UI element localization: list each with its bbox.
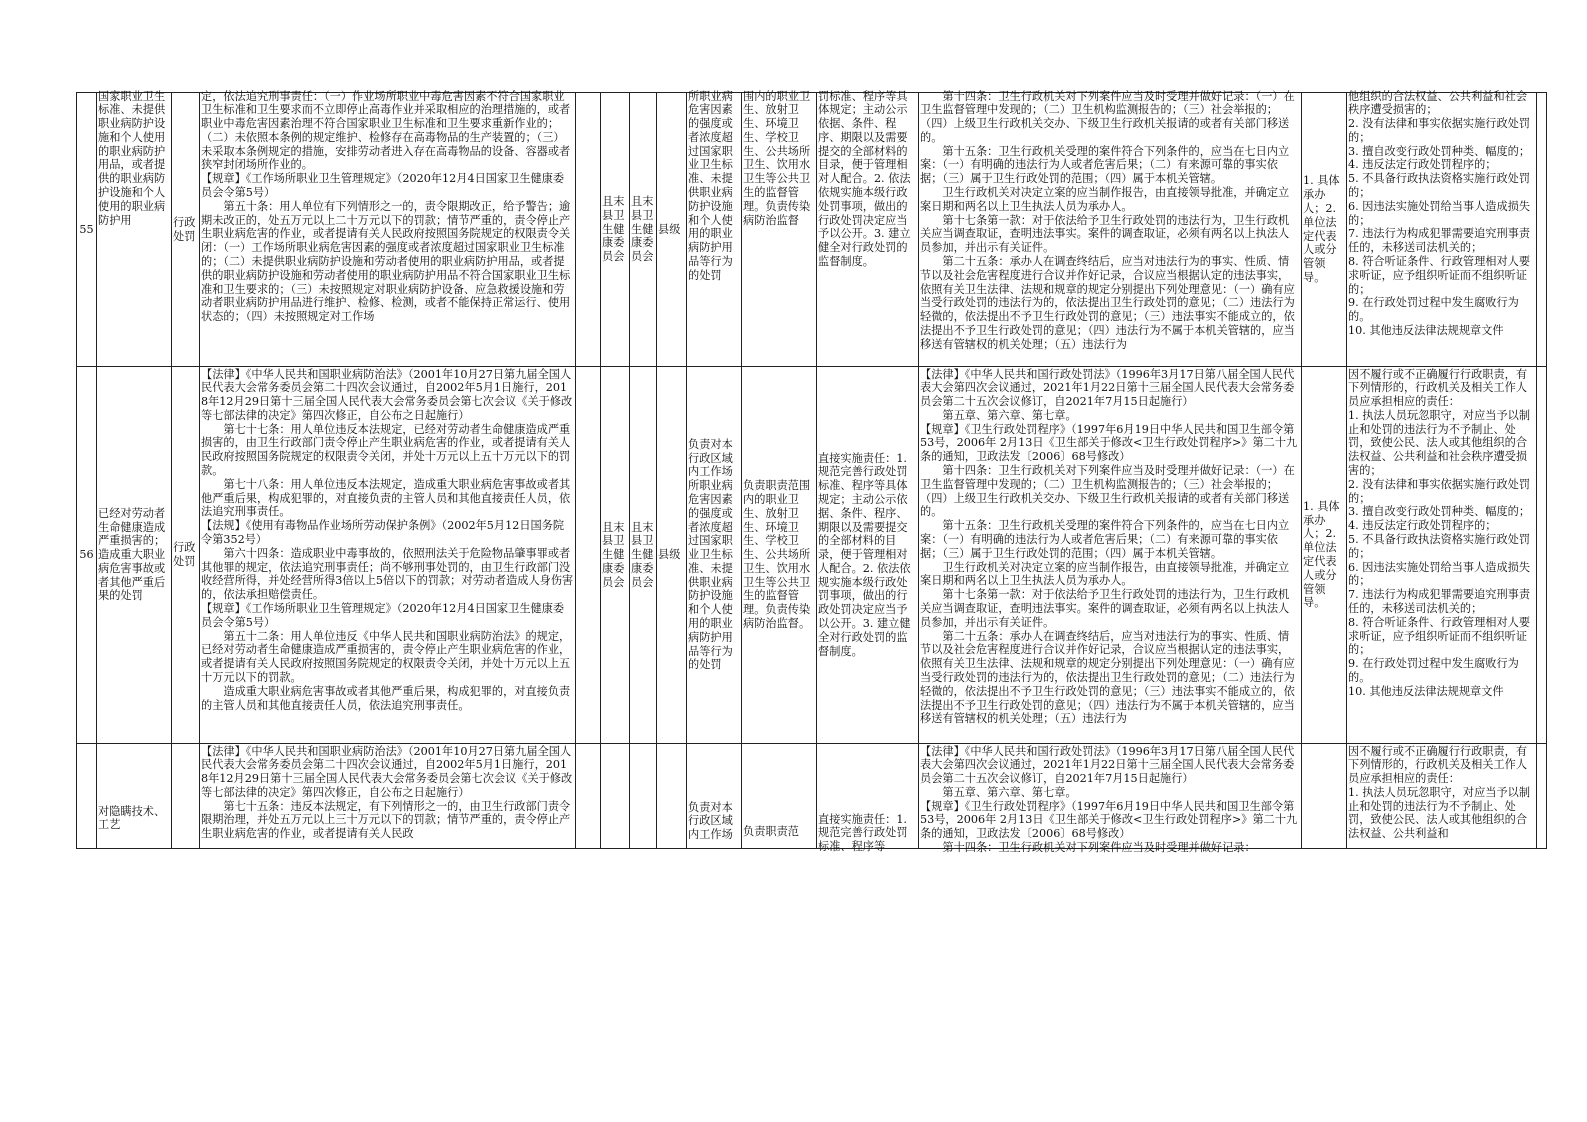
implementation-cell <box>817 744 919 854</box>
table-row <box>77 744 1547 849</box>
procedure-paragraph: 第十四条：卫生行政机关对下列案件应当及时受理并做好记录： <box>942 841 1256 855</box>
procedure-cell <box>919 367 1302 744</box>
procedure-paragraph: 第二十五条：承办人在调查终结后，应当对违法行为的事实、性质、情节以及社会危害程度进行合议并作好记录，合议应当根据认定的违法事实，依照有关卫生法律、法规和规章的规定分别提出下列处理意见：（一）确有应当受行政处罚的违法行为的，依法提出卫生行政处罚的意见；（二）违法行为轻微的，依法提出不予卫生行政处罚的意见；（三）违法事实不能成立的，依法提出不予卫生行政处罚的意见；（四）违法行为不属于本机关管辖的，应当移送有管辖权的机关处理；（五）违法行为 <box>920 629 1295 726</box>
level: 县级 <box>657 367 687 744</box>
fault-item: 6. 因违法实施处罚给当事人造成损失的； <box>1348 199 1531 227</box>
legal-basis-cell <box>200 89 576 367</box>
procedure-paragraph: 【法律】《中华人民共和国行政处罚法》（1996年3月17日第八届全国人民代表大会第四次会议通过，2021年1月22日第十三届全国人民代表大会常务委员会第二十五次会议修订，自2021年7月15日起施行） <box>920 744 1295 786</box>
fault-item: 2. 没有法律和事实依据实施行政处罚的； <box>1348 117 1531 144</box>
basis-paragraph: 造成重大职业病危害事故或者其他严重后果，构成犯罪的，对直接负责的主管人员和其他直接责任人员，依法追究刑事责任。 <box>201 684 571 712</box>
procedure-paragraph: 第二十五条：承办人在调查终结后，应当对违法行为的事实、性质、情节以及社会危害程度进行合议并作好记录，合议应当根据认定的违法事实，依照有关卫生法律、法规和规章的规定分别提出下列处理意见：（一）确有应当受行政处罚的违法行为的，依法提出卫生行政处罚的意见；（二）违法行为轻微的，依法提出不予卫生行政处罚的意见；（三）违法事实不能成立的，依法提出不予卫生行政处罚的意见；（四）违法行为不属于本机关管辖的，应当移送有管辖权的机关处理；（五）违法行为 <box>920 255 1295 351</box>
row-number: 55 <box>77 93 97 367</box>
spacer-cell <box>576 367 601 744</box>
procedure-cell <box>919 89 1302 367</box>
scope-text: 负责职责范 <box>743 824 799 838</box>
item-name: 已经对劳动者生命健康造成严重损害的；造成重大职业病危害事故或者其他严重后果的处罚 <box>97 367 172 744</box>
fault-item: 因不履行或不正确履行行政职责，有下列情形的，行政机关及相关工作人员应承担相应的责任： <box>1348 744 1528 786</box>
responsible-person <box>1302 744 1347 849</box>
department: 且末县卫生健康委员会 <box>601 93 630 367</box>
fault-item: 因不履行或不正确履行行政职责，有下列情形的，行政机关及相关工作人员应承担相应的责任： <box>1348 367 1528 409</box>
spacer-cell <box>1537 744 1547 849</box>
legal-basis-cell <box>200 744 576 849</box>
responsible-person: 1. 具体承办人；2. 单位法定代表人或分管领导。 <box>1302 367 1347 744</box>
fault-item: 5. 不具备行政执法资格实施行政处罚的； <box>1348 533 1531 560</box>
fault-item: 他组织的合法权益、公共利益和社会秩序遭受损害的； <box>1348 89 1528 117</box>
procedure-paragraph: 第十五条：卫生行政机关受理的案件符合下列条件的，应当在七日内立案：（一）有明确的违法行为人或者危害后果；（二）有来源可靠的事实依据；（三）属于卫生行政处罚的范围；（四）属于本机关管辖。 <box>920 519 1290 560</box>
fault-item: 6. 因违法实施处罚给当事人造成损失的； <box>1348 560 1531 588</box>
department <box>601 744 630 849</box>
department-2: 且末县卫生健康委员会 <box>630 367 657 744</box>
row-number <box>77 744 97 849</box>
implementation-text: 罚标准、程序等具体规定；主动公示依据、条件、程序、期限以及需要提交的全部材料的目录，便于管理相对人配合。2. 依法依规实施本级行政处罚事项，做出的行政处罚决定应当予以公开。3. 建立健全对行政处罚的监督制度。 <box>818 89 911 269</box>
basis-paragraph: 【法律】《中华人民共和国职业病防治法》（2001年10月27日第九届全国人民代表大会常务委员会第二十四次会议通过，自2002年5月1日施行，2018年12月29日第十三届全国人民代表大会常务委员会第七次会议《关于修改等七部法律的决定》第四次修正，自公布之日起施行） <box>201 744 573 799</box>
implementation-cell <box>817 89 919 367</box>
fault-item: 10. 其他违反法律法规规章文件 <box>1348 684 1504 698</box>
basis-paragraph: 【法律】《中华人民共和国职业病防治法》（2001年10月27日第九届全国人民代表大会常务委员会第二十四次会议通过，自2002年5月1日施行，2018年12月29日第十三届全国人民代表大会常务委员会第七次会议《关于修改等七部法律的决定》第四次修正，自公布之日起施行） <box>201 367 573 422</box>
fault-item: 9. 在行政处罚过程中发生腐败行为的。 <box>1348 657 1519 685</box>
item-name: 对隐瞒技术、工艺 <box>98 804 166 832</box>
scope-text: 负责职责范围内的职业卫生、放射卫生、环境卫生、学校卫生、公共场所卫生、饮用水卫生等公共卫生的监督管理。负责传染病防治监督。 <box>742 367 817 744</box>
duty-text: 所职业病危害因素的强度或者浓度超过国家职业卫生标准、未提供职业病防护设施和个人使用的职业病防护用品等行为的处罚 <box>688 89 733 282</box>
spacer-cell <box>576 744 601 849</box>
fault-item: 2. 没有法律和事实依据实施行政处罚的； <box>1348 477 1531 505</box>
fault-item: 1. 执法人员玩忽职守，对应当予以制止和处罚的违法行为不予制止、处罚，致使公民、法人或其他组织的合法权益、公共利益和 <box>1348 785 1531 841</box>
procedure-paragraph: 第十四条：卫生行政机关对下列案件应当及时受理并做好记录：（一）在卫生监督管理中发现的；（二）卫生机构监测报告的；（三）社会举报的；（四）上级卫生行政机关交办、下级卫生行政机关报请的或者有关部门移送的。 <box>920 89 1295 144</box>
item-name-cell <box>97 744 172 849</box>
spacer-cell <box>1537 93 1547 367</box>
basis-paragraph: 第五十二条：用人单位违反《中华人民共和国职业病防治法》的规定，已经对劳动者生命健康造成严重损害的，责令停止产生职业病危害的作业，或者提请有关人民政府按照国务院规定的权限责令关闭，并处十万元以上五十万元以下的罚款。 <box>201 629 571 685</box>
basis-paragraph: 定，依法追究刑事责任：（一）作业场所职业中毒危害因素不符合国家职业卫生标准和卫生要求而不立即停止高毒作业并采取相应的治理措施的，或者职业中毒危害因素治理不符合国家职业卫生标准和卫生要求重新作业的；（二）未依照本条例的规定维护、检修存在高毒物品的生产装置的；（三）未采取本条例规定的措施，安排劳动者进入存在高毒物品的设备、容器或者狭窄封闭场所作业的。 <box>201 89 571 172</box>
procedure-paragraph: 第十四条：卫生行政机关对下列案件应当及时受理并做好记录：（一）在卫生监督管理中发现的；（二）卫生机构监测报告的；（三）社会举报的；（四）上级卫生行政机关交办、下级卫生行政机关报请的或者有关部门移送的。 <box>920 464 1295 519</box>
fault-item: 3. 擅自改变行政处罚种类、幅度的； <box>1348 144 1531 158</box>
spacer-cell <box>576 93 601 367</box>
procedure-paragraph: 卫生行政机关对决定立案的应当制作报告，由直接领导批准，并确定立案日期和两名以上卫生执法人员为承办人。 <box>920 560 1290 588</box>
basis-paragraph: 【法规】《使用有毒物品作业场所劳动保护条例》（2002年5月12日国务院令第352号） <box>201 519 565 547</box>
procedure-paragraph: 第十七条第一款：对于依法给予卫生行政处罚的违法行为，卫生行政机关应当调查取证，查明违法事实。案件的调查取证，必须有两名以上执法人员参加，并出示有关证件。 <box>920 588 1290 629</box>
item-name: 国家职业卫生标准、未提供职业病防护设施和个人使用的职业病防护用品，或者提供的职业病防护设施和个人使用的职业病防护用 <box>98 89 166 227</box>
basis-paragraph: 第六十四条：造成职业中毒事故的，依照刑法关于危险物品肇事罪或者其他罪的规定，依法追究刑事责任；尚不够刑事处罚的，由卫生行政部门没收经营所得，并处经营所得3倍以上5倍以下的罚款；对劳动者造成人身伤害的，依法承担赔偿责任。 <box>201 546 574 602</box>
legal-basis-cell <box>200 367 576 744</box>
item-name-cell <box>97 89 172 367</box>
procedure-cell <box>919 744 1302 855</box>
fault-item: 1. 执法人员玩忽职守，对应当予以制止和处罚的违法行为不予制止、处罚，致使公民、法人或其他组织的合法权益、公共利益和社会秩序遭受损害的； <box>1348 408 1531 478</box>
basis-paragraph: 【规章】《工作场所职业卫生管理规定》（2020年12月4日国家卫生健康委员会令第5号） <box>201 172 565 200</box>
procedure-paragraph: 【法律】《中华人民共和国行政处罚法》（1996年3月17日第八届全国人民代表大会第四次会议通过，2021年1月22日第十三届全国人民代表大会常务委员会第二十五次会议修订，自2021年7月15日起施行） <box>920 367 1295 409</box>
spacer-cell <box>1537 367 1547 744</box>
fault-cell <box>1347 367 1537 744</box>
responsibility-table <box>76 89 1547 855</box>
scope-cell <box>742 744 817 849</box>
fault-cell <box>1347 744 1537 849</box>
duty-cell <box>687 89 742 367</box>
fault-item: 7. 违法行为构成犯罪需要追究刑事责任的，未移送司法机关的； <box>1348 588 1531 616</box>
procedure-paragraph: 第五章、第六章、第七章。 <box>942 785 1077 799</box>
fault-item: 5. 不具备行政执法资格实施行政处罚的； <box>1348 172 1531 200</box>
procedure-paragraph: 【规章】《卫生行政处罚程序》（1997年6月19日中华人民共和国卫生部令第53号，2006年 2月13日《卫生部关于修改<卫生行政处罚程序>》第二十九条的通知，卫政法发〔2006〕68号修改） <box>920 799 1298 841</box>
procedure-paragraph: 第十五条：卫生行政机关受理的案件符合下列条件的，应当在七日内立案：（一）有明确的违法行为人或者危害后果；（二）有来源可靠的事实依据；（三）属于卫生行政处罚的范围；（四）属于本机关管辖。 <box>920 144 1290 186</box>
basis-paragraph: 第七十八条：用人单位违反本法规定，造成重大职业病危害事故或者其他严重后果，构成犯罪的，对直接负责的主管人员和其他直接责任人员，依法追究刑事责任。 <box>201 477 571 519</box>
fault-item: 9. 在行政处罚过程中发生腐败行为的。 <box>1348 296 1519 324</box>
level: 县级 <box>657 93 687 367</box>
procedure-paragraph: 第十七条第一款：对于依法给予卫生行政处罚的违法行为，卫生行政机关应当调查取证，查明违法事实。案件的调查取证，必须有两名以上执法人员参加，并出示有关证件。 <box>920 213 1290 255</box>
scope-cell <box>742 89 817 367</box>
procedure-paragraph: 【规章】《卫生行政处罚程序》（1997年6月19日中华人民共和国卫生部令第53号，2006年 2月13日《卫生部关于修改<卫生行政处罚程序>》第二十九条的通知，卫政法发〔2006〕68号修改） <box>920 422 1298 464</box>
basis-paragraph: 第五十条：用人单位有下列情形之一的，责令限期改正，给予警告；逾期未改正的，处五万元以上二十万元以下的罚款；情节严重的，责令停止产生职业病危害的作业，或者提请有关人民政府按照国务院规定的权限责令关闭：（一）工作场所职业病危害因素的强度或者浓度超过国家职业卫生标准的；（二）未提供职业病防护设施和劳动者使用的职业病防护用品，或者提供的职业病防护设施和劳动者使用的职业病防护用品不符合国家职业卫生标准和卫生要求的；（三）未按照规定对职业病防护设备、应急救援设施和劳动者职业病防护用品进行维护、检修、检测，或者不能保持正常运行、使用状态的；（四）未按照规定对工作场 <box>201 199 571 324</box>
fault-item: 8. 符合听证条件、行政管理相对人要求听证，应予组织听证而不组织听证的； <box>1348 615 1531 657</box>
department: 且末县卫生健康委员会 <box>601 367 630 744</box>
implementation-text: 直接实施责任：1. 规范完善行政处罚标准、程序等具体规定；主动公示依据、条件、程序、期限以及需要提交的全部材料的目录，便于管理相对人配合。2. 依法依规实施本级行政处罚事项，做出的行政处罚决定应当予以公开。3. 建立健全对行政处罚的监督制度。 <box>817 367 919 744</box>
level <box>657 744 687 849</box>
scope-text: 围内的职业卫生、放射卫生、环境卫生、学校卫生、公共场所卫生、饮用水卫生等公共卫生的监督管理。负责传染病防治监督 <box>743 89 811 227</box>
duty-cell <box>687 744 742 849</box>
department-2 <box>630 744 657 849</box>
fault-item: 4. 违反法定行政处罚程序的； <box>1348 158 1497 172</box>
fault-cell <box>1347 89 1537 367</box>
fault-item: 10. 其他违反法律法规规章文件 <box>1348 324 1504 338</box>
table-row <box>77 93 1547 367</box>
procedure-paragraph: 第五章、第六章、第七章。 <box>942 408 1077 422</box>
item-type: 行政处罚 <box>172 93 200 367</box>
row-number: 56 <box>77 367 97 744</box>
item-type: 行政处罚 <box>172 367 200 744</box>
basis-paragraph: 第七十七条：用人单位违反本法规定，已经对劳动者生命健康造成严重损害的，由卫生行政部门责令停止产生职业病危害的作业，或者提请有关人民政府按照国务院规定的权限责令关闭，并处十万元以上五十万元以下的罚款。 <box>201 422 571 478</box>
procedure-paragraph: 卫生行政机关对决定立案的应当制作报告，由直接领导批准，并确定立案日期和两名以上卫生执法人员为承办人。 <box>920 186 1290 213</box>
implementation-text: 直接实施责任：1. 规范完善行政处罚标准、程序等 <box>818 812 908 854</box>
table-row <box>77 367 1547 744</box>
responsible-person: 1. 具体承办人；2. 单位法定代表人或分管领导。 <box>1302 93 1347 367</box>
fault-item: 3. 擅自改变行政处罚种类、幅度的； <box>1348 505 1531 519</box>
item-type <box>172 744 200 849</box>
basis-paragraph: 第七十五条：违反本法规定，有下列情形之一的，由卫生行政部门责令限期治理，并处五万元以上三十万元以下的罚款；情节严重的，责令停止产生职业病危害的作业，或者提请有关人民政 <box>201 799 571 841</box>
department-2: 且末县卫生健康委员会 <box>630 93 657 367</box>
basis-paragraph: 【规章】《工作场所职业卫生管理规定》（2020年12月4日国家卫生健康委员会令第5号） <box>201 602 565 629</box>
fault-item: 8. 符合听证条件、行政管理相对人要求听证，应予组织听证而不组织听证的； <box>1348 255 1531 296</box>
duty-text: 负责对本行政区域内工作场 <box>688 800 733 842</box>
fault-item: 4. 违反法定行政处罚程序的； <box>1348 519 1497 533</box>
fault-item: 7. 违法行为构成犯罪需要追究刑事责任的，未移送司法机关的； <box>1348 227 1531 255</box>
duty-text: 负责对本行政区域内工作场所职业病危害因素的强度或者浓度超过国家职业卫生标准、未提供职业病防护设施和个人使用的职业病防护用品等行为的处罚 <box>687 367 742 744</box>
document-sheet <box>76 89 1531 855</box>
